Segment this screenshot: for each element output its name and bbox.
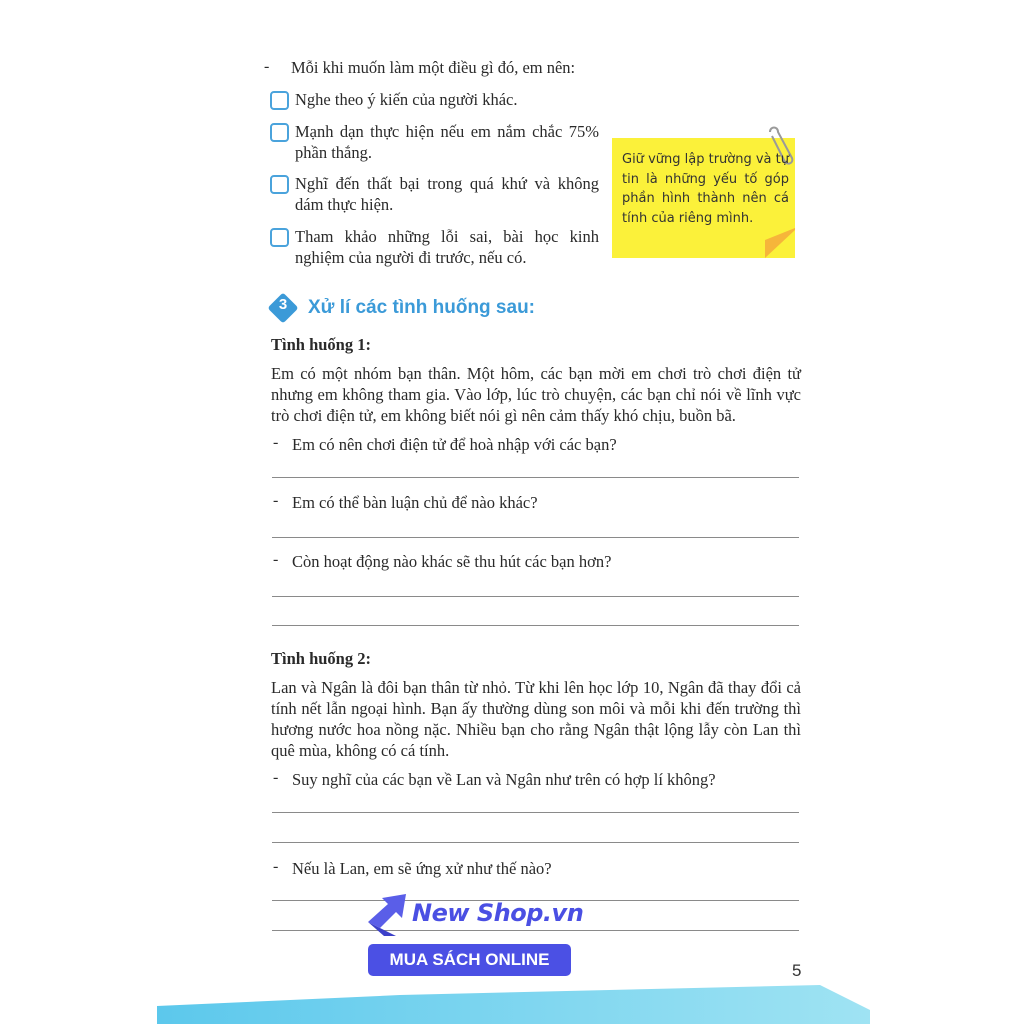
situation-1-question: Em có thể bàn luận chủ để nào khác? (292, 493, 538, 512)
section-title: Xử lí các tình huống sau: (308, 297, 535, 318)
buy-online-button[interactable]: MUA SÁCH ONLINE (368, 944, 571, 976)
answer-line[interactable] (272, 596, 799, 597)
situation-1-text: Em có một nhóm bạn thân. Một hôm, các bạn mời em chơi trò chơi điện tử nhưng em không tham gia. Vào lớp, lúc trò chuyện, các bạn chỉ nói về lĩnh vực trò chơi điện tử, em không biết nói gì nên cảm thấy khó chịu, buồn bã. (271, 364, 801, 425)
intro-question: Mỗi khi muốn làm một điều gì đó, em nên: (291, 58, 576, 77)
bullet-dash: - (273, 492, 279, 509)
bullet-dash: - (273, 858, 279, 875)
option-checkbox[interactable] (270, 228, 289, 247)
answer-line[interactable] (272, 537, 799, 538)
note-text: Giữ vững lập trường và tự tin là những yếu tố góp phần hình thành nên cá tính của riêng mình. (622, 152, 789, 226)
option-checkbox[interactable] (270, 123, 289, 142)
situation-2-title: Tình huống 2: (271, 649, 371, 668)
bullet-dash: - (273, 551, 279, 568)
option-checkbox[interactable] (270, 175, 289, 194)
answer-line[interactable] (272, 812, 799, 813)
section-number: 3 (278, 296, 288, 313)
answer-line[interactable] (272, 477, 799, 478)
situation-2-question: Nếu là Lan, em sẽ ứng xử như thế nào? (292, 859, 552, 878)
option-checkbox[interactable] (270, 91, 289, 110)
brand-name: New Shop.vn (412, 899, 584, 927)
answer-line[interactable] (272, 625, 799, 626)
option-text: Nghĩ đến thất bại trong quá khứ và không dám thực hiện. (295, 174, 599, 214)
option-text: Tham khảo những lỗi sai, bài học kinh nghiệm của người đi trước, nếu có. (295, 227, 599, 267)
note-folded-corner (765, 228, 795, 258)
situation-1-question: Em có nên chơi điện tử để hoà nhập với các bạn? (292, 435, 617, 454)
situation-1-title: Tình huống 1: (271, 335, 371, 354)
answer-line[interactable] (272, 930, 799, 931)
newshop-logo-icon (366, 892, 408, 936)
situation-1-question: Còn hoạt động nào khác sẽ thu hút các bạn hơn? (292, 552, 612, 571)
answer-line[interactable] (272, 842, 799, 843)
bullet-dash: - (273, 769, 279, 786)
option-text: Nghe theo ý kiến của người khác. (295, 90, 518, 109)
bullet-dash: - (264, 58, 270, 75)
page-number: 5 (792, 961, 802, 980)
option-text: Mạnh dạn thực hiện nếu em nắm chắc 75% phần thắng. (295, 122, 599, 162)
situation-2-question: Suy nghĩ của các bạn về Lan và Ngân như trên có hợp lí không? (292, 770, 716, 789)
bullet-dash: - (273, 434, 279, 451)
situation-2-text: Lan và Ngân là đôi bạn thân từ nhỏ. Từ khi lên học lớp 10, Ngân đã thay đổi cả tính nết lẫn ngoại hình. Bạn ấy thường dùng son môi và mỗi khi đến trường thì hương nước hoa nồng nặc. Nhiều bạn cho rằng Ngân thật lộng lẫy còn Lan thì quê mùa, không có cá tính. (271, 678, 801, 760)
